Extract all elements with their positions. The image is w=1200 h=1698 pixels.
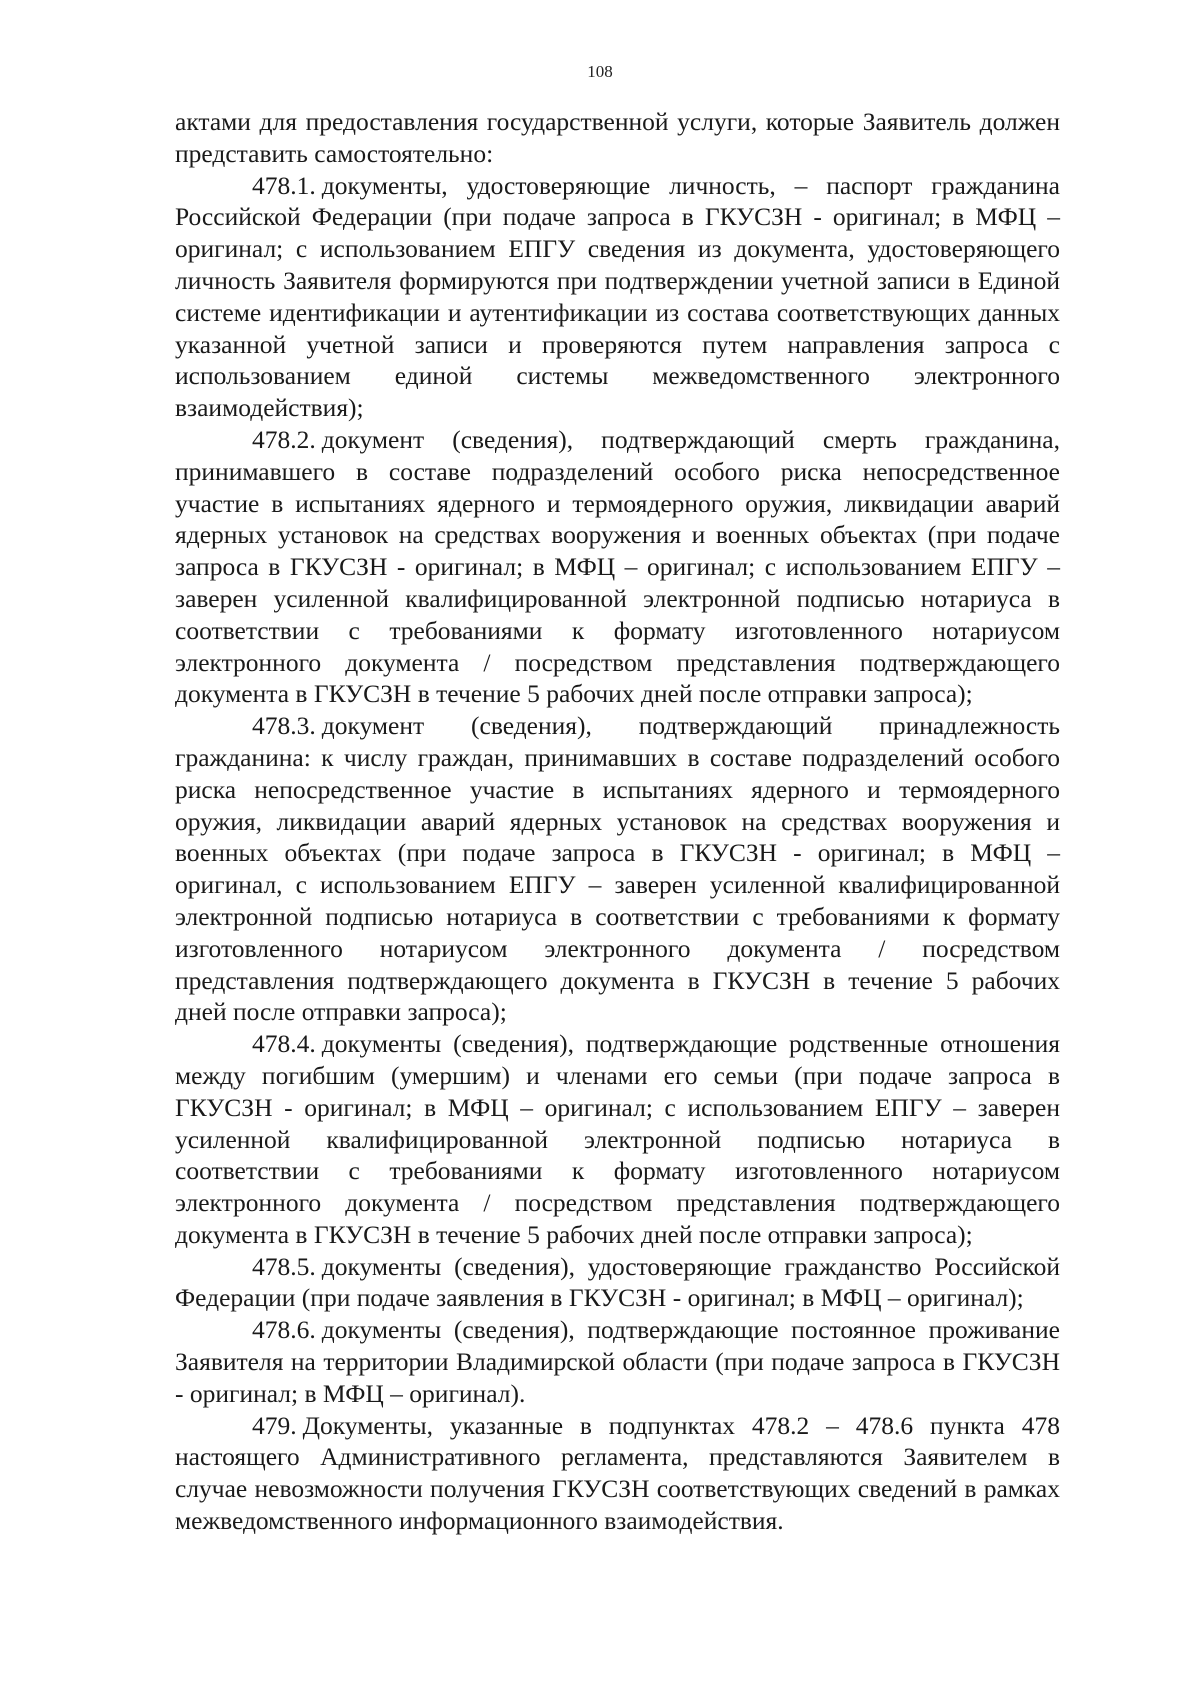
paragraph-479 <box>175 1410 1060 1537</box>
paragraph-text: документы, удостоверяющие личность, – паспорт гражданина Российской Федерации (при подаче запроса в ГКУСЗН - оригинал; в МФЦ – оригинал; с использованием ЕПГУ сведения из документа, удостоверяющего личность Заявителя формируются при подтверждении учетной записи в Единой системе идентификации и аутентификации из состава соответствующих данных указанной учетной записи и проверяются путем направления запроса с использованием единой системы межведомственного электронного взаимодействия); <box>175 170 1060 423</box>
page-number: 108 <box>587 62 613 81</box>
paragraph-478-1 <box>175 170 1060 424</box>
paragraph-478-2 <box>175 424 1060 710</box>
paragraph-number: 478.2. <box>252 424 316 454</box>
paragraph-text: актами для предоставления государственной услуги, которые Заявитель должен представить самостоятельно: <box>175 107 1060 168</box>
paragraph-478-4 <box>175 1028 1060 1251</box>
paragraph-number: 478.5. <box>252 1251 316 1281</box>
paragraph-number: 478.6. <box>252 1315 316 1345</box>
paragraph-478-3 <box>175 710 1060 1028</box>
paragraph-continuation <box>175 106 1060 170</box>
paragraph-number: 478.3. <box>252 711 316 741</box>
paragraph-number: 479. <box>252 1410 297 1440</box>
paragraph-number: 478.4. <box>252 1029 316 1059</box>
paragraph-478-5 <box>175 1251 1060 1315</box>
paragraph-text: документы (сведения), подтверждающие родственные отношения между погибшим (умершим) и членами его семьи (при подаче запроса в ГКУСЗН - оригинал; в МФЦ – оригинал; с использованием ЕПГУ – заверен усиленной квалифицированной электронной подписью нотариуса в соответствии с требованиями к формату изготовленного нотариусом электронного документа / посредством представления подтверждающего документа в ГКУСЗН в течение 5 рабочих дней после отправки запроса); <box>175 1029 1060 1249</box>
paragraph-text: документ (сведения), подтверждающий принадлежность гражданина: к числу граждан, принимавших в составе подразделений особого риска непосредственное участие в испытаниях ядерного и термоядерного оружия, ликвидации аварий ядерных установок на средствах вооружения и военных объектах (при подаче запроса в ГКУСЗН - оригинал; в МФЦ – оригинал, с использованием ЕПГУ – заверен усиленной квалифицированной электронной подписью нотариуса в соответствии с требованиями к формату изготовленного нотариусом электронного документа / посредством представления подтверждающего документа в ГКУСЗН в течение 5 рабочих дней после отправки запроса); <box>175 711 1060 1027</box>
paragraph-text: Документы, указанные в подпунктах 478.2 – 478.6 пункта 478 настоящего Административного регламента, представляются Заявителем в случае невозможности получения ГКУСЗН соответствующих сведений в рамках межведомственного информационного взаимодействия. <box>175 1410 1060 1536</box>
paragraph-text: документы (сведения), подтверждающие постоянное проживание Заявителя на территории Владимирской области (при подаче запроса в ГКУСЗН - оригинал; в МФЦ – оригинал). <box>175 1315 1060 1408</box>
paragraph-text: документы (сведения), удостоверяющие гражданство Российской Федерации (при подаче заявления в ГКУСЗН - оригинал; в МФЦ – оригинал); <box>175 1251 1060 1313</box>
document-body <box>175 106 1060 1537</box>
paragraph-text: документ (сведения), подтверждающий смерть гражданина, принимавшего в составе подразделений особого риска непосредственное участие в испытаниях ядерного и термоядерного оружия, ликвидации аварий ядерных установок на средствах вооружения и военных объектах (при подаче запроса в ГКУСЗН - оригинал; в МФЦ – оригинал; с использованием ЕПГУ – заверен усиленной квалифицированной электронной подписью нотариуса в соответствии с требованиями к формату изготовленного нотариусом электронного документа / посредством представления подтверждающего документа в ГКУСЗН в течение 5 рабочих дней после отправки запроса); <box>175 424 1060 709</box>
paragraph-478-6 <box>175 1314 1060 1409</box>
paragraph-number: 478.1. <box>252 170 316 200</box>
